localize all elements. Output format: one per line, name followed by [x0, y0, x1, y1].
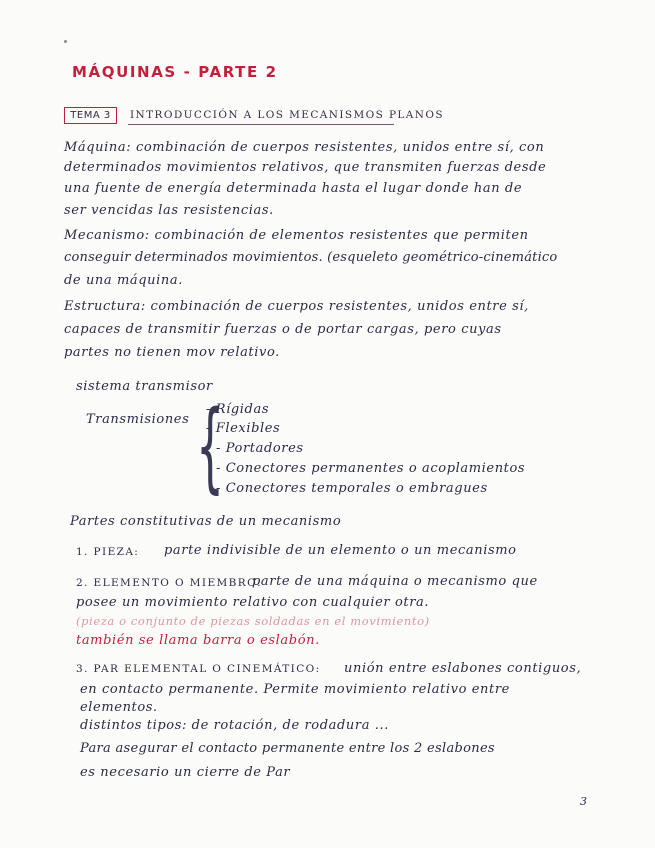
- mecanismo-line-2: conseguir determinados movimientos. (esqueleto geométrico-cinemático: [64, 250, 558, 265]
- item2-text: parte de una máquina o mecanismo que: [252, 574, 538, 589]
- mecanismo-line-1: Mecanismo: combinación de elementos resistentes que permiten: [64, 228, 529, 243]
- brace-icon: {: [196, 390, 225, 504]
- trans-item-2: - Flexibles: [206, 421, 281, 436]
- item3-line-2: en contacto permanente. Permite movimiento relativo entre: [80, 682, 510, 697]
- maquina-line-2: determinados movimientos relativos, que transmiten fuerzas desde: [64, 160, 547, 175]
- estructura-line-3: partes no tienen mov relativo.: [64, 345, 280, 360]
- item3-line-5: Para asegurar el contacto permanente entre los 2 eslabones: [80, 741, 495, 756]
- estructura-line-2: capaces de transmitir fuerzas o de portar cargas, pero cuyas: [64, 322, 502, 337]
- mecanismo-line-3: de una máquina.: [64, 273, 183, 288]
- item3-line-4: distintos tipos: de rotación, de rodadura ...: [80, 718, 389, 733]
- item2-faint-note: (pieza o conjunto de piezas soldadas en el movimiento): [76, 614, 430, 628]
- estructura-line-1: Estructura: combinación de cuerpos resistentes, unidos entre sí,: [64, 299, 529, 314]
- trans-item-5: - Conectores temporales o embragues: [216, 481, 488, 496]
- page-mark: [64, 40, 67, 43]
- maquina-line-1: Máquina: combinación de cuerpos resistentes, unidos entre sí, con: [64, 140, 545, 155]
- item2-line-2: posee un movimiento relativo con cualquier otra.: [76, 595, 430, 610]
- item3-text: unión entre eslabones contiguos,: [344, 661, 582, 676]
- item3-line-3: elementos.: [80, 700, 158, 715]
- page-number: 3: [580, 795, 588, 808]
- partes-heading: Partes constitutivas de un mecanismo: [70, 514, 342, 529]
- maquina-line-3: una fuente de energía determinada hasta el lugar donde han de: [64, 181, 523, 196]
- transmisiones-label: Transmisiones: [86, 412, 190, 427]
- trans-item-3: - Portadores: [216, 441, 304, 456]
- trans-item-4: - Conectores permanentes o acoplamientos: [216, 461, 526, 476]
- tema-underline: [128, 124, 394, 125]
- trans-item-1: - Rígidas: [206, 402, 270, 417]
- page-title: MÁQUINAS - PARTE 2: [72, 63, 278, 81]
- item3-label: 3. PAR ELEMENTAL O CINEMÁTICO:: [76, 663, 321, 675]
- item2-label: 2. ELEMENTO O MIEMBRO:: [76, 577, 263, 589]
- item1-text: parte indivisible de un elemento o un mecanismo: [164, 543, 517, 558]
- item1-label: 1. PIEZA:: [76, 546, 140, 558]
- item2-red-note: también se llama barra o eslabón.: [76, 633, 320, 648]
- tema-heading: INTRODUCCIÓN A LOS MECANISMOS PLANOS: [130, 109, 444, 121]
- item3-line-6: es necesario un cierre de Par: [80, 765, 291, 780]
- tema-box: TEMA 3: [64, 107, 117, 124]
- sistema-transmisor: sistema transmisor: [76, 379, 213, 394]
- maquina-line-4: ser vencidas las resistencias.: [64, 203, 274, 218]
